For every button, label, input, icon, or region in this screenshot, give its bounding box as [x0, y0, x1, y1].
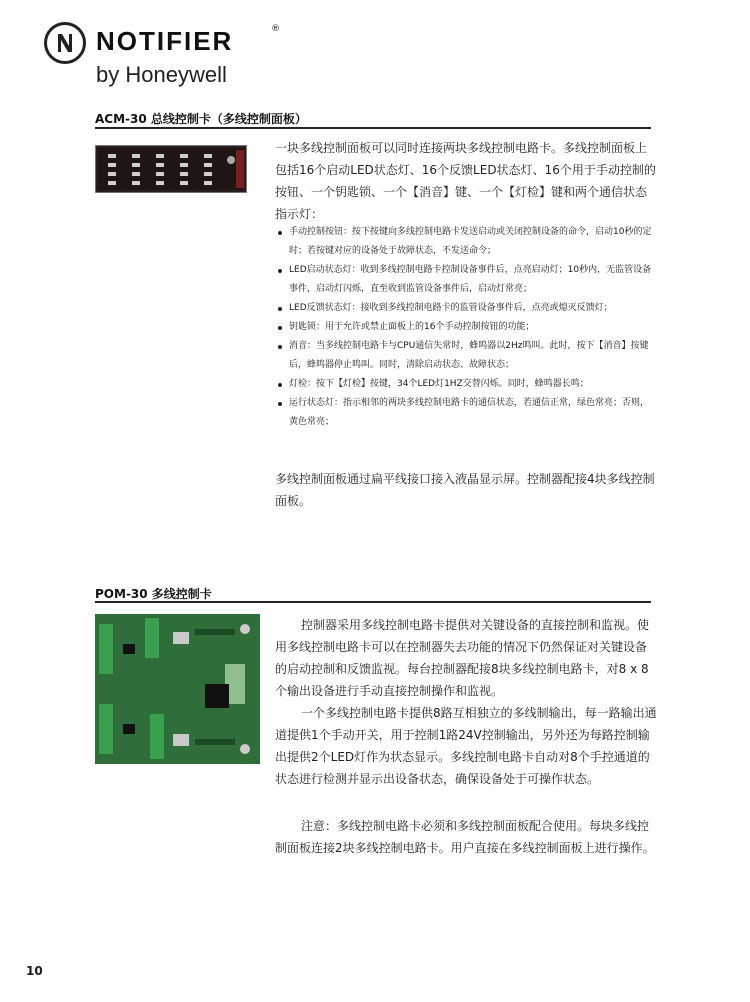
section-title-acm30: ACM-30 总线控制卡（多线控制面板） — [95, 112, 307, 126]
panel-led — [180, 154, 188, 158]
panel-led — [180, 181, 188, 185]
list-item: LED启动状态灯：收到多线控制电路卡控制设备事件后，点亮启动灯；10秒内，无监管设备事件，启动灯闪烁，直至收到监管设备事件后，启动灯常亮； — [275, 261, 657, 299]
list-item: 灯检：按下【灯检】按键，34个LED灯1HZ交替闪烁。同时，蜂鸣器长鸣； — [275, 375, 657, 394]
list-item: LED反馈状态灯：接收到多线控制电路卡的监管设备事件后，点亮或熄灭反馈灯； — [275, 299, 657, 318]
panel-led — [108, 154, 116, 158]
control-panel-graphic — [96, 146, 246, 192]
pom30-para1: 控制器采用多线控制电路卡提供对关键设备的直接控制和监视。使用多线控制电路卡可以在控制器失去功能的情况下仍然保证对关键设备的启动控制和反馈监视。每台控制器配接8块多线控制电路卡，对8 x 8个输出设备进行手动直接控制操作和监视。 — [275, 618, 650, 698]
notifier-logo — [44, 22, 284, 92]
panel-led — [156, 181, 164, 185]
page-number: 10 — [26, 964, 43, 978]
panel-led — [204, 172, 212, 176]
panel-led — [204, 163, 212, 167]
notifier-n-icon — [44, 22, 86, 64]
brand-name: NOTIFIER — [96, 26, 234, 56]
circuit-board-graphic — [95, 614, 260, 764]
section-divider — [95, 127, 651, 129]
pom30-note: 注意：多线控制电路卡必须和多线控制面板配合使用。每块多线控制面板连接2块多线控制电路卡。用户直接在多线控制面板上进行操作。 — [275, 819, 655, 855]
panel-led — [132, 172, 140, 176]
panel-led — [156, 163, 164, 167]
panel-led — [108, 163, 116, 167]
section-divider — [95, 601, 651, 603]
acm30-closing: 多线控制面板通过扁平线接口接入液晶显示屏。控制器配接4块多线控制面板。 — [275, 472, 655, 508]
feature-list — [275, 223, 657, 432]
circuit-board-image — [95, 614, 260, 764]
pom30-para2: 一个多线控制电路卡提供8路互相独立的多线制输出，每一路输出通道提供1个手动开关，用于控制1路24V控制输出，另外还为每路控制输出提供2个LED灯作为状态显示。多线控制电路卡自动对8个手控通道的状态进行检测并显示出设备状态，确保设备处于可操作状态。 — [275, 706, 657, 786]
section-title-pom30: POM-30 多线控制卡 — [95, 587, 212, 601]
panel-led — [156, 154, 164, 158]
panel-led — [108, 172, 116, 176]
panel-led — [180, 172, 188, 176]
control-panel-image — [95, 145, 247, 193]
list-item: 钥匙锁：用于允许或禁止面板上的16个手动控制按钮的功能； — [275, 318, 657, 337]
list-item: 消音：当多线控制电路卡与CPU通信失常时，蜂鸣器以2Hz鸣叫。此时，按下【消音】按键后，蜂鸣器停止鸣叫。同时，清除启动状态、故障状态； — [275, 337, 657, 375]
panel-led — [132, 163, 140, 167]
registered-mark: ® — [271, 24, 280, 34]
panel-led — [204, 181, 212, 185]
panel-led — [204, 154, 212, 158]
panel-led — [132, 181, 140, 185]
acm30-intro: 一块多线控制面板可以同时连接两块多线控制电路卡。多线控制面板上包括16个启动LED状态灯、16个反馈LED状态灯、16个用于手动控制的按钮、一个钥匙锁、一个【消音】键、一个【灯检】键和两个通信状态指示灯： — [275, 141, 656, 221]
panel-led — [132, 154, 140, 158]
list-item: 运行状态灯：指示相邻的两块多线控制电路卡的通信状态，若通信正常，绿色常亮；否则，黄色常亮； — [275, 394, 657, 432]
list-item: 手动控制按钮：按下按键向多线控制电路卡发送启动或关闭控制设备的命令，启动10秒的定时；若按键对应的设备处于故障状态，不发送命令； — [275, 223, 657, 261]
brand-tagline: by Honeywell — [96, 62, 227, 87]
panel-led — [156, 172, 164, 176]
panel-led — [108, 181, 116, 185]
panel-led — [180, 163, 188, 167]
